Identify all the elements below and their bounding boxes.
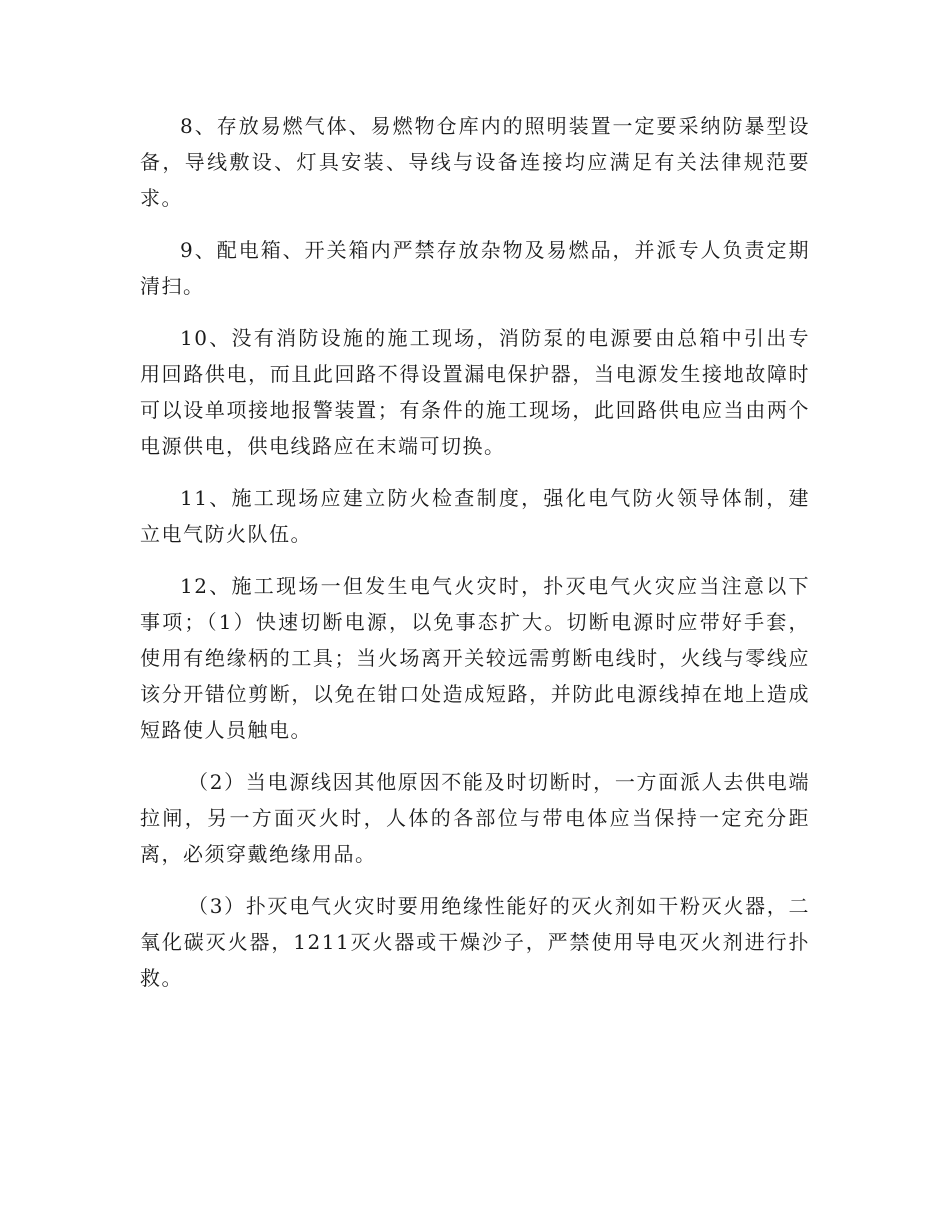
paragraph-12-item-3: （3）扑灭电气火灾时要用绝缘性能好的灭火剂如干粉灭火器，二氧化碳灭火器，1211灭火器或干燥沙子，严禁使用导电灭火剂进行扑救。 <box>140 894 810 990</box>
paragraph-12-item-2: （2）当电源线因其他原因不能及时切断时，一方面派人去供电端拉闸，另一方面灭火时，人体的各部位与带电体应当保持一定充分距离，必须穿戴绝缘用品。 <box>140 770 810 866</box>
paragraph-11: 11、施工现场应建立防火检查制度，强化电气防火领导体制，建立电气防火队伍。 <box>140 486 810 546</box>
document-body <box>140 108 810 1012</box>
paragraph-12: 12、施工现场一但发生电气火灾时，扑灭电气火灾应当注意以下事项；（1）快速切断电源，以免事态扩大。切断电源时应带好手套，使用有绝缘柄的工具；当火场离开关较远需剪断电线时，火线与零线应该分开错位剪断，以免在钳口处造成短路，并防此电源线掉在地上造成短路使人员触电。 <box>140 574 810 742</box>
paragraph-8: 8、存放易燃气体、易燃物仓库内的照明装置一定要采纳防暴型设备，导线敷设、灯具安装、导线与设备连接均应满足有关法律规范要求。 <box>140 114 810 210</box>
paragraph-10: 10、没有消防设施的施工现场，消防泵的电源要由总箱中引出专用回路供电，而且此回路不得设置漏电保护器，当电源发生接地故障时可以设单项接地报警装置；有条件的施工现场，此回路供电应当由两个电源供电，供电线路应在末端可切换。 <box>140 326 810 458</box>
paragraph-9: 9、配电箱、开关箱内严禁存放杂物及易燃品，并派专人负责定期清扫。 <box>140 238 810 298</box>
